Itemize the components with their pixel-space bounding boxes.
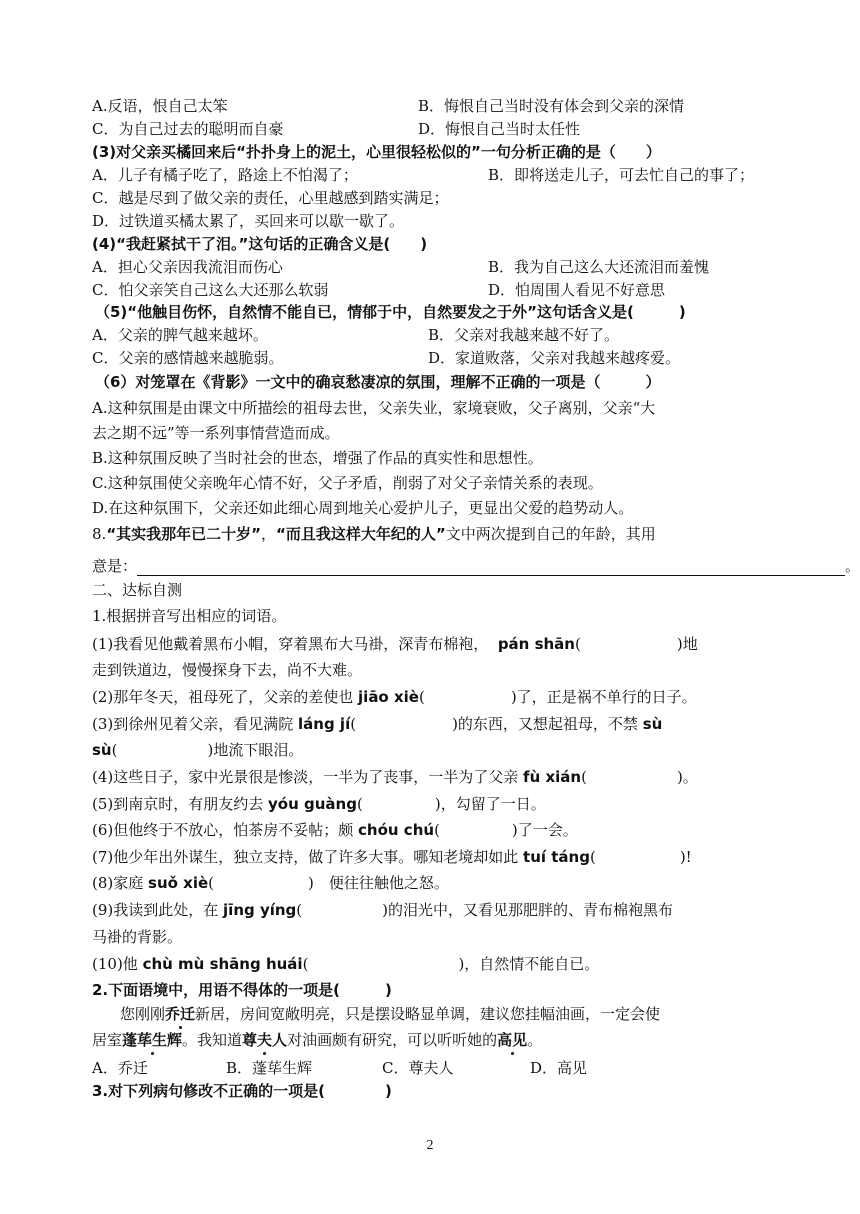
q5-option-c: C．父亲的感情越来越脆弱。 bbox=[92, 349, 284, 367]
paren-open: ( bbox=[356, 795, 363, 813]
q2b-word-zunfuren: 尊夫人 bbox=[242, 1031, 288, 1049]
q2b-word-qiaoqian: 乔迁 bbox=[165, 1005, 196, 1023]
paren-open: ( bbox=[208, 874, 215, 892]
q2b-option-b: B．蓬荜生辉 bbox=[226, 1059, 313, 1077]
pinyin-item-9-line2: 马褂的背影。 bbox=[92, 928, 183, 946]
pinyin-item-1-line1 bbox=[92, 634, 698, 654]
q2-option-a: A.反语，恨自己太笨 bbox=[92, 97, 228, 115]
paren-open: ( bbox=[111, 741, 118, 759]
q2b-option-d: D．高见 bbox=[530, 1059, 588, 1077]
pinyin-item-5 bbox=[92, 794, 546, 814]
pinyin-1: pán shān bbox=[497, 635, 575, 653]
q8-line2 bbox=[92, 556, 860, 576]
q2b-text: 对油画颇有研究，可以听听她的 bbox=[287, 1031, 498, 1049]
q3-option-c: C．越是尽到了做父亲的责任，心里越感到踏实满足； bbox=[92, 189, 449, 207]
q2-option-b: B．悔恨自己当时没有体会到父亲的深情 bbox=[418, 97, 685, 115]
pinyin-item-2-text: (2)那年冬天，祖母死了，父亲的差使也 bbox=[92, 688, 354, 706]
pinyin-3b-part2: sù bbox=[92, 741, 112, 759]
q2b-text: 新居，房间宽敞明亮，只是摆设略显单调，建议您挂幅油画，一定会使 bbox=[195, 1005, 661, 1023]
q2b-passage-line2 bbox=[92, 1030, 542, 1050]
q4-option-c: C．怕父亲笑自己这么大还那么软弱 bbox=[92, 281, 329, 299]
pinyin-item-8 bbox=[92, 873, 449, 893]
q3-stem: (3)对父亲买橘回来后“扑扑身上的泥土，心里很轻松似的”一句分析正确的是（ ） bbox=[92, 143, 661, 161]
pinyin-item-9-tail: )的泪光中，又看见那肥胖的、青布棉袍黑布 bbox=[382, 901, 674, 919]
q3-option-a: A．儿子有橘子吃了，路途上不怕渴了； bbox=[92, 166, 358, 184]
pinyin-item-5-tail: )，勾留了一日。 bbox=[434, 795, 546, 813]
pinyin-4: fù xián bbox=[523, 768, 582, 786]
page-number: 2 bbox=[426, 1138, 434, 1153]
pinyin-10: chù mù shāng huái bbox=[142, 955, 303, 973]
q8-quote-2: “而且我这样大年纪的人” bbox=[276, 525, 446, 543]
q5-option-d: D．家道败落，父亲对我越来越疼爱。 bbox=[428, 349, 681, 367]
q6-option-a-line2: 去之期不远”等一系列事情营造而成。 bbox=[92, 424, 340, 442]
paren-open: ( bbox=[574, 635, 581, 653]
pinyin-item-8-tail: ) 便往往触他之怒。 bbox=[308, 874, 449, 892]
pinyin-item-4 bbox=[92, 767, 698, 787]
pinyin-8: suǒ xiè bbox=[148, 874, 209, 892]
pinyin-item-3-text: (3)到徐州见着父亲，看见满院 bbox=[92, 715, 294, 733]
pinyin-3: láng jí bbox=[298, 715, 351, 733]
pinyin-item-10-tail: )，自然情不能自已。 bbox=[458, 955, 600, 973]
pinyin-item-3-mid: )的东西，又想起祖母，不禁 bbox=[452, 715, 638, 733]
pinyin-item-5-text: (5)到南京时，有朋友约去 bbox=[92, 795, 264, 813]
pinyin-item-10 bbox=[92, 954, 599, 974]
q8-answer-label: 意是： bbox=[92, 557, 138, 575]
q6-option-a-line1: A.这种氛围是由课文中所描绘的祖母去世，父亲失业，家境衰败，父子离别，父亲“大 bbox=[92, 399, 656, 417]
q5-option-b: B．父亲对我越来越不好了。 bbox=[428, 326, 620, 344]
q2b-text: 。我知道 bbox=[182, 1031, 243, 1049]
q8-number: 8. bbox=[92, 525, 107, 543]
pinyin-item-2 bbox=[92, 687, 697, 707]
q3-option-d: D．过铁道买橘太累了，买回来可以歇一歇了。 bbox=[92, 212, 405, 230]
q5-stem: （5)“他触目伤怀，自然情不能自已，情郁于中，自然要发之于外”这句话含义是( ) bbox=[95, 303, 686, 321]
q8-end: 。 bbox=[845, 557, 860, 575]
pinyin-item-6-text: (6)但他终于不放心，怕茶房不妥帖；颇 bbox=[92, 821, 354, 839]
pinyin-item-1-text: (1)我看见他戴着黑布小帽，穿着黑布大马褂，深青布棉袍， bbox=[92, 635, 489, 653]
q3b-stem: 3.对下列病句修改不正确的一项是( ) bbox=[92, 1082, 392, 1100]
pinyin-item-10-text: (10)他 bbox=[92, 955, 138, 973]
q8-line1 bbox=[92, 524, 656, 544]
section-title: 二、达标自测 bbox=[92, 581, 183, 599]
q4-option-a: A．担心父亲因我流泪而伤心 bbox=[92, 258, 283, 276]
paren-open: ( bbox=[418, 688, 425, 706]
q6-option-b: B.这种氛围反映了当时社会的世态，增强了作品的真实性和思想性。 bbox=[92, 449, 543, 467]
q2b-option-c: C．尊夫人 bbox=[382, 1059, 454, 1077]
pinyin-item-6 bbox=[92, 820, 578, 840]
pinyin-9: jīng yíng bbox=[223, 901, 297, 919]
q2b-passage-line1 bbox=[120, 1004, 660, 1024]
pinyin-2: jiāo xiè bbox=[358, 688, 419, 706]
pinyin-item-9-text: (9)我读到此处，在 bbox=[92, 901, 219, 919]
paren-open: ( bbox=[350, 715, 357, 733]
pinyin-item-1-line2: 走到铁道边，慢慢探身下去，尚不大难。 bbox=[92, 661, 363, 679]
q8-comma: ， bbox=[261, 525, 277, 543]
pinyin-item-7-tail: )! bbox=[679, 848, 692, 866]
pinyin-item-7 bbox=[92, 847, 692, 867]
paren-open: ( bbox=[296, 901, 303, 919]
q5-option-a: A．父亲的脾气越来越坏。 bbox=[92, 326, 268, 344]
pinyin-3b-part1: sù bbox=[642, 715, 663, 733]
pinyin-item-3-tail: )地流下眼泪。 bbox=[207, 741, 304, 759]
q2-option-d: D．悔恨自己当时太任性 bbox=[418, 120, 581, 138]
q2b-text: 您刚刚 bbox=[120, 1005, 166, 1023]
paren-open: ( bbox=[589, 848, 596, 866]
q4-option-d: D．怕周围人看见不好意思 bbox=[488, 281, 666, 299]
pinyin-item-2-tail: )了，正是祸不单行的日子。 bbox=[510, 688, 697, 706]
q2b-text: 。 bbox=[527, 1031, 543, 1049]
pinyin-5: yóu guàng bbox=[268, 795, 357, 813]
pinyin-item-6-tail: )了一会。 bbox=[511, 821, 578, 839]
pinyin-item-8-text: (8)家庭 bbox=[92, 874, 144, 892]
paren-open: ( bbox=[581, 768, 587, 786]
pinyin-6: chóu chú bbox=[358, 821, 435, 839]
pinyin-7: tuí táng bbox=[523, 848, 590, 866]
pinyin-item-7-text: (7)他少年出外谋生，独立支持，做了许多大事。哪知老境却如此 bbox=[92, 848, 519, 866]
pinyin-item-4-tail: )。 bbox=[676, 768, 698, 786]
pinyin-item-3-line1 bbox=[92, 714, 662, 734]
pinyin-item-3-line2 bbox=[92, 740, 303, 760]
q2b-stem: 2.下面语境中，用语不得体的一项是( ) bbox=[92, 981, 392, 999]
q8-tail: 文中两次提到自己的年龄，其用 bbox=[445, 525, 656, 543]
pinyin-item-4-text: (4)这些日子，家中光景很是惨淡，一半为了丧事，一半为了父亲 bbox=[92, 768, 519, 786]
q4-stem: (4)“我赶紧拭干了泪。”这句话的正确含义是( ) bbox=[92, 235, 428, 253]
q6-option-d: D.在这种氛围下，父亲还如此细心周到地关心爱护儿子，更显出父爱的趋势动人。 bbox=[92, 499, 634, 517]
pinyin-item-9-line1 bbox=[92, 900, 673, 920]
q2b-word-gaojian: 高见 bbox=[497, 1031, 528, 1049]
q3-option-b: B．即将送走儿子，可去忙自己的事了； bbox=[488, 166, 755, 184]
q4-option-b: B．我为自己这么大还流泪而羞愧 bbox=[488, 258, 710, 276]
q2b-option-a: A．乔迁 bbox=[92, 1059, 148, 1077]
pinyin-item-1-tail: )地 bbox=[676, 635, 698, 653]
section-q1-stem: 1.根据拼音写出相应的词语。 bbox=[92, 607, 287, 625]
q6-stem: （6）对笼罩在《背影》一文中的确哀愁凄凉的氛围，理解不正确的一项是（ ） bbox=[95, 373, 661, 391]
q2b-word-pengbi: 蓬荜生辉 bbox=[122, 1031, 183, 1049]
q8-answer-blank[interactable] bbox=[137, 559, 845, 576]
q6-option-c: C.这种氛围使父亲晚年心情不好，父子矛盾，削弱了对父子亲情关系的表现。 bbox=[92, 474, 603, 492]
q2b-text: 居室 bbox=[92, 1031, 123, 1049]
paren-open: ( bbox=[434, 821, 440, 839]
q8-quote-1: “其实我那年已二十岁” bbox=[106, 525, 262, 543]
paren-open: ( bbox=[302, 955, 309, 973]
q2-option-c: C．为自己过去的聪明而自豪 bbox=[92, 120, 284, 138]
